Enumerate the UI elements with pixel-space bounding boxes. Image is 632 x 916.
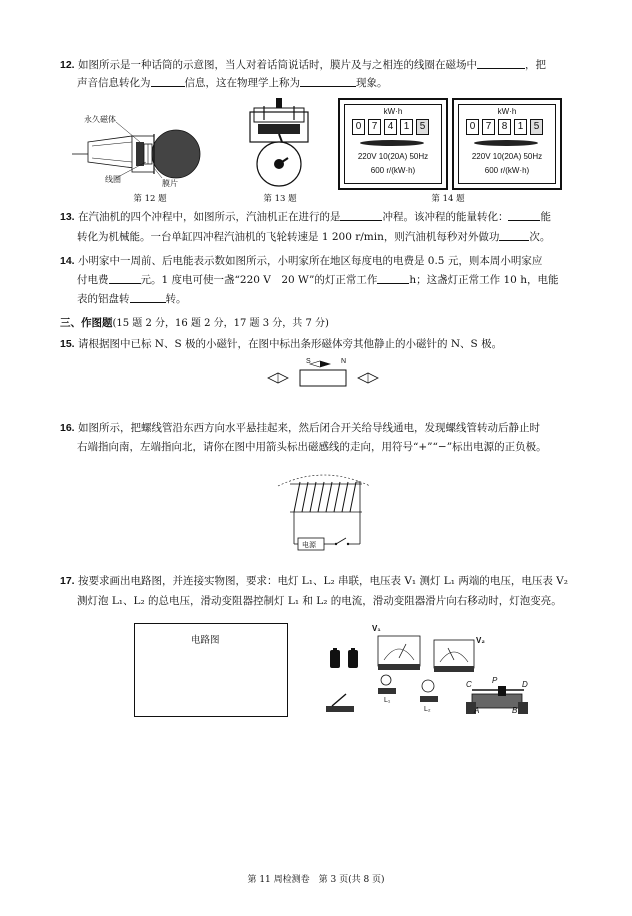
meter2-digit: 1 [514, 119, 527, 135]
caption-q12: 第 12 题 [133, 194, 167, 204]
meter1-digit: 4 [384, 119, 397, 135]
meter1-digits [352, 119, 429, 135]
meter2-unit: kW·h [497, 107, 517, 116]
q13-line1: 13. 在汽油机的四个冲程中，如图所示，汽油机正在进行的是 冲程。该冲程的能量转化： 能 [60, 211, 551, 223]
q16-line2: 右端指向南，左端指向北，请你在图中用箭头标出磁感线的走向，用符号“+”“−”标出电源的正负极。 [77, 441, 547, 453]
meter1-digit: 0 [352, 119, 365, 135]
rheostat-b-label: B [512, 706, 518, 715]
meter2-rating: 220V 10(20A) 50Hz [471, 152, 543, 161]
voltmeter-v1-label: V₁ [372, 624, 381, 633]
lamp-l1-label: L₁ [384, 697, 391, 704]
q14-line3: 表的铝盘转 转。 [77, 293, 187, 305]
q15-line1: 15. 请根据图中已标 N、S 极的小磁针，在图中标出条形磁体旁其他静止的小磁针的 N、S 极。 [60, 338, 503, 350]
meter1-digit: 5 [416, 119, 429, 135]
label-coil: 线圈 [105, 175, 121, 184]
q12-blank-2[interactable] [151, 76, 185, 87]
caption-q14: 第 14 题 [431, 194, 465, 204]
rheostat-d-label: D [522, 680, 528, 689]
q15-number: 15. [60, 338, 75, 350]
meter1-rev: 600 r/(kW·h) [370, 166, 416, 175]
caption-q13: 第 13 题 [263, 194, 297, 204]
energy-meter-after [452, 98, 562, 190]
meter2-disc [474, 140, 538, 146]
section3-title: 三、作图题 [60, 317, 113, 329]
q14-blank-3[interactable] [130, 292, 166, 303]
energy-meter-before [338, 98, 448, 190]
meter1-unit: kW·h [383, 107, 403, 116]
rheostat-a-label: A [474, 706, 480, 715]
q13-number: 13. [60, 211, 75, 223]
q14-blank-2[interactable] [377, 273, 409, 284]
q14-blank-1[interactable] [109, 273, 141, 284]
q13-blank-2[interactable] [508, 210, 540, 221]
q13-blank-3[interactable] [499, 230, 529, 241]
q14-number: 14. [60, 255, 75, 267]
page-footer: 第 11 周检测卷 第 3 页(共 8 页) [247, 875, 385, 885]
rheostat-p-label: P [492, 676, 498, 685]
q16-line1: 16. 如图所示，把螺线管沿东西方向水平悬挂起来，然后闭合开关给导线通电，发现螺线管转动后静止时 [60, 422, 540, 434]
q14-line2: 付电费 元。1 度电可使一盏“220 V 20 W”的灯正常工作 h；这盏灯正常工作 10 h，电能 [77, 274, 559, 286]
q16-number: 16. [60, 422, 75, 434]
components-figure [322, 616, 552, 726]
q12-blank-1[interactable] [477, 58, 525, 69]
section3-heading [60, 316, 329, 331]
meter2-digit: 8 [498, 119, 511, 135]
meter2-rev: 600 r/(kW·h) [484, 166, 530, 175]
q12-line1: 12. 如图所示是一种话筒的示意图，当人对着话筒说话时，膜片及与之相连的线圈在磁场中 ，把 [60, 59, 546, 71]
solenoid-figure [264, 462, 384, 552]
power-source-label: 电源 [302, 542, 316, 549]
q12-number: 12. [60, 59, 75, 71]
needle-n-label: N [341, 358, 347, 365]
meter2-digit: 7 [482, 119, 495, 135]
q14-line1: 14. 小明家中一周前、后电能表示数如图所示，小明家所在地区每度电的电费是 0.5 元，则本周小明家应 [60, 255, 543, 267]
section3-note: (15 题 2 分，16 题 2 分，17 题 3 分，共 7 分) [112, 318, 329, 329]
needle-s-label: S [306, 358, 311, 365]
bar-magnet-figure [264, 360, 384, 394]
label-membrane: 膜片 [162, 179, 178, 188]
q12-blank-3[interactable] [300, 76, 356, 87]
meter1-rating: 220V 10(20A) 50Hz [357, 152, 429, 161]
meter1-digit: 7 [368, 119, 381, 135]
q13-line2: 转化为机械能。一台单缸四冲程汽油机的飞轮转速是 1 200 r/min，则汽油机每秒对外做功 次。 [77, 231, 551, 243]
q17-number: 17. [60, 575, 75, 587]
q12-line2: 声音信息转化为 信息，这在物理学上称为 现象。 [77, 77, 388, 89]
circuit-diagram-box[interactable] [134, 623, 288, 717]
lamp-l2-label: L₂ [424, 706, 431, 713]
rheostat-c-label: C [466, 680, 472, 689]
meter2-digits [466, 119, 543, 135]
engine-figure [240, 98, 320, 190]
q17-line1: 17. 按要求画出电路图，并连接实物图，要求：电灯 L₁、L₂ 串联，电压表 V₁ 测灯 L₁ 两端的电压，电压表 V₂ [60, 575, 568, 587]
meter2-digit: 5 [530, 119, 543, 135]
q17-line2: 测灯泡 L₁、L₂ 的总电压，滑动变阻器控制灯 L₁ 和 L₂ 的电流，滑动变阻器滑片向右移动时，灯泡变亮。 [77, 595, 562, 607]
meter2-digit: 0 [466, 119, 479, 135]
voltmeter-v2-label: V₂ [476, 636, 485, 645]
label-permanent-magnet: 永久磁体 [84, 115, 116, 124]
meter1-disc [360, 140, 424, 146]
q13-blank-1[interactable] [340, 210, 382, 221]
circuit-diagram-title: 电路图 [191, 635, 220, 646]
meter1-digit: 1 [400, 119, 413, 135]
